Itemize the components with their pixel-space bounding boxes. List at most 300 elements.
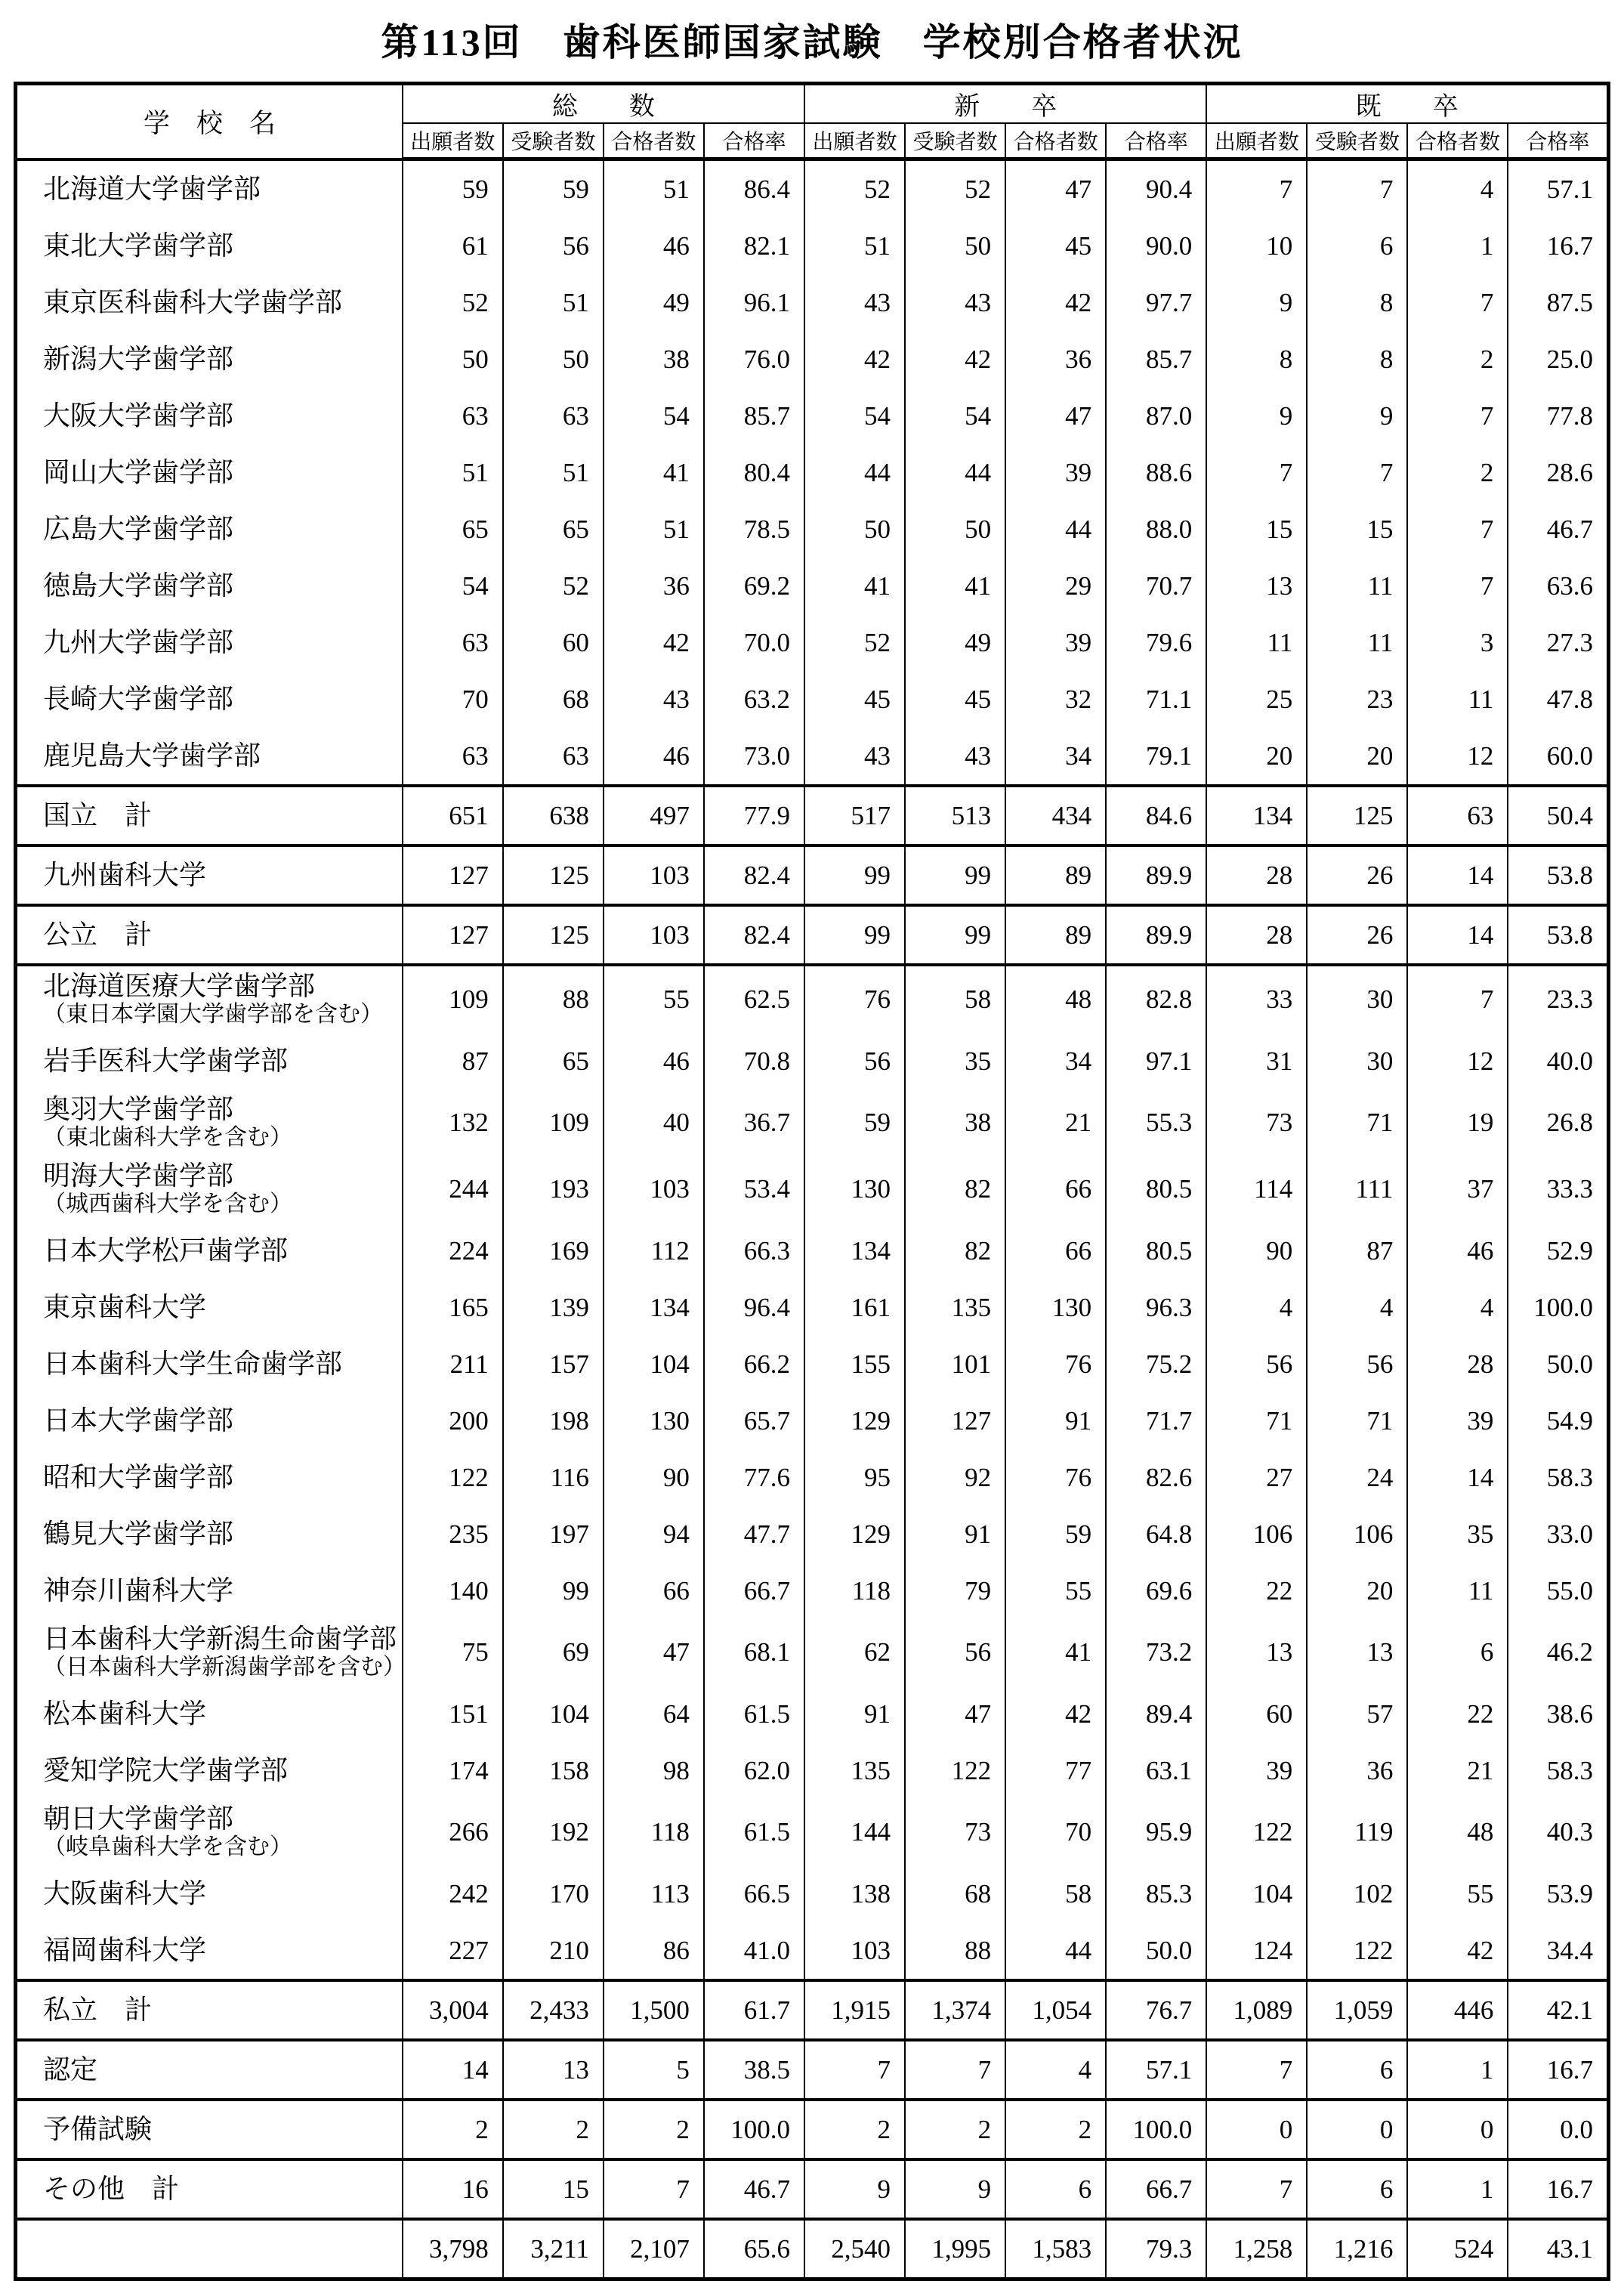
value-cell: 100.0 [1106,2100,1206,2159]
value-cell: 109 [503,1090,604,1156]
value-cell: 65 [503,1033,604,1090]
value-cell: 103 [604,1156,704,1222]
value-cell: 1,583 [1005,2219,1106,2279]
school-row [16,501,1609,558]
value-cell: 39 [1206,1742,1307,1799]
value-cell: 47.7 [704,1506,804,1562]
value-cell: 1,915 [804,1980,905,2040]
value-cell: 68 [905,1865,1005,1922]
value-cell: 39 [1005,444,1106,501]
value-cell: 3,004 [403,1980,503,2040]
value-cell: 70 [1005,1799,1106,1865]
value-cell: 59 [403,159,503,218]
value-cell: 50.0 [1106,1922,1206,1980]
school-name: 広島大学歯学部 [43,513,234,544]
value-cell: 15 [1206,501,1307,558]
value-cell: 87.0 [1106,388,1206,444]
school-name: 九州大学歯学部 [43,626,234,657]
school-name-cell [16,1033,403,1090]
value-cell: 2 [403,2100,503,2159]
value-cell: 118 [804,1562,905,1619]
value-cell: 129 [804,1392,905,1449]
value-cell: 20 [1307,1562,1407,1619]
school-name-cell [16,388,403,444]
value-cell: 57 [1307,1686,1407,1742]
value-cell: 161 [804,1279,905,1336]
school-name-cell [16,1865,403,1922]
value-cell: 23 [1307,671,1407,728]
value-cell: 52 [403,274,503,331]
value-cell: 33.0 [1508,1506,1608,1562]
value-cell: 155 [804,1336,905,1392]
value-cell: 20 [1307,728,1407,786]
school-row [16,388,1609,444]
school-row [16,1090,1609,1156]
value-cell: 55 [604,965,704,1033]
school-name: 奥羽大学歯学部 [43,1094,234,1125]
group-header-total: 総 数 [403,84,804,124]
value-cell: 55 [1407,1865,1508,1922]
school-name-cell [16,331,403,388]
school-row [16,331,1609,388]
value-cell: 6 [1307,218,1407,274]
value-cell: 62 [804,1619,905,1686]
value-cell: 63.6 [1508,558,1608,614]
total-row [16,2100,1609,2159]
value-cell: 73 [905,1799,1005,1865]
value-cell: 33 [1206,965,1307,1033]
page [0,12,1624,2281]
value-cell: 2 [604,2100,704,2159]
value-cell: 9 [905,2159,1005,2219]
value-cell: 63 [403,614,503,671]
value-cell: 50 [804,501,905,558]
value-cell: 14 [1407,1449,1508,1506]
value-cell: 28 [1407,1336,1508,1392]
value-cell: 7 [1307,444,1407,501]
value-cell: 91 [905,1506,1005,1562]
value-cell: 45 [1005,218,1106,274]
school-row [16,274,1609,331]
value-cell: 46.2 [1508,1619,1608,1686]
value-cell: 165 [403,1279,503,1336]
school-name-cell [16,1686,403,1742]
value-cell: 63.1 [1106,1742,1206,1799]
value-cell: 51 [604,501,704,558]
value-cell: 86 [604,1922,704,1980]
value-cell: 66.7 [1106,2159,1206,2219]
value-cell: 63.2 [704,671,804,728]
value-cell: 7 [804,2040,905,2100]
value-cell: 13 [503,2040,604,2100]
total-row [16,2159,1609,2219]
col-header-applicants: 出願者数 [403,123,503,159]
value-cell: 76.0 [704,331,804,388]
value-cell: 68 [503,671,604,728]
school-row [16,1865,1609,1922]
value-cell: 10 [1206,218,1307,274]
value-cell: 446 [1407,1980,1508,2040]
value-cell: 8 [1307,274,1407,331]
value-cell: 638 [503,786,604,845]
value-cell: 106 [1307,1506,1407,1562]
value-cell: 66.2 [704,1336,804,1392]
col-header-applicants: 出願者数 [1206,123,1307,159]
value-cell: 21 [1407,1742,1508,1799]
value-cell: 4 [1407,1279,1508,1336]
value-cell: 11 [1307,614,1407,671]
value-cell: 21 [1005,1090,1106,1156]
value-cell: 497 [604,786,704,845]
value-cell: 32 [1005,671,1106,728]
value-cell: 100.0 [704,2100,804,2159]
value-cell: 63 [1407,786,1508,845]
value-cell: 114 [1206,1156,1307,1222]
value-cell: 48 [1005,965,1106,1033]
value-cell: 46.7 [1508,501,1608,558]
value-cell: 7 [1206,159,1307,218]
value-cell: 65.6 [704,2219,804,2279]
value-cell: 59 [804,1090,905,1156]
value-cell: 104 [503,1686,604,1742]
value-cell: 130 [1005,1279,1106,1336]
value-cell: 76 [804,965,905,1033]
value-cell: 29 [1005,558,1106,614]
school-row [16,444,1609,501]
value-cell: 96.4 [704,1279,804,1336]
value-cell: 227 [403,1922,503,1980]
value-cell: 42.1 [1508,1980,1608,2040]
value-cell: 58.3 [1508,1742,1608,1799]
school-row [16,1686,1609,1742]
value-cell: 80.5 [1106,1156,1206,1222]
value-cell: 35 [905,1033,1005,1090]
value-cell: 70.7 [1106,558,1206,614]
value-cell: 35 [1407,1506,1508,1562]
value-cell: 82.4 [704,905,804,965]
school-note: （岐阜歯科大学を含む） [43,1834,292,1860]
value-cell: 6 [1307,2040,1407,2100]
value-cell: 42 [1407,1922,1508,1980]
value-cell: 46.7 [704,2159,804,2219]
col-header-examinees: 受験者数 [503,123,604,159]
value-cell: 11 [1206,614,1307,671]
value-cell: 16.7 [1508,218,1608,274]
results-table [14,82,1610,2281]
value-cell: 122 [403,1449,503,1506]
value-cell: 79.1 [1106,728,1206,786]
value-cell: 95 [804,1449,905,1506]
value-cell: 1,995 [905,2219,1005,2279]
value-cell: 41 [604,444,704,501]
value-cell: 44 [905,444,1005,501]
value-cell: 64.8 [1106,1506,1206,1562]
value-cell: 7 [1407,274,1508,331]
value-cell: 39 [1407,1392,1508,1449]
value-cell: 135 [905,1279,1005,1336]
value-cell: 7 [1407,965,1508,1033]
value-cell: 91 [804,1686,905,1742]
value-cell: 0 [1407,2100,1508,2159]
value-cell: 1,089 [1206,1980,1307,2040]
value-cell: 25 [1206,671,1307,728]
value-cell: 66 [1005,1156,1106,1222]
value-cell: 82.6 [1106,1449,1206,1506]
school-name-cell [16,1742,403,1799]
value-cell: 90.4 [1106,159,1206,218]
value-cell: 210 [503,1922,604,1980]
value-cell: 101 [905,1336,1005,1392]
value-cell: 57.1 [1106,2040,1206,2100]
value-cell: 102 [1307,1865,1407,1922]
school-name: 大阪大学歯学部 [43,400,234,431]
value-cell: 43 [804,728,905,786]
value-cell: 122 [1206,1799,1307,1865]
school-name: 公立 計 [43,919,153,950]
value-cell: 192 [503,1799,604,1865]
school-row [16,965,1609,1033]
school-name-header: 学 校 名 [16,84,403,159]
value-cell: 41.0 [704,1922,804,1980]
value-cell: 13 [1307,1619,1407,1686]
value-cell: 64 [604,1686,704,1742]
value-cell: 86.4 [704,159,804,218]
value-cell: 49 [604,274,704,331]
value-cell: 50.0 [1508,1336,1608,1392]
total-row [16,2219,1609,2279]
school-name: 認定 [43,2054,98,2085]
col-header-passers: 合格者数 [604,123,704,159]
school-row [16,1562,1609,1619]
value-cell: 2,433 [503,1980,604,2040]
value-cell: 122 [905,1742,1005,1799]
school-name: 私立 計 [43,1994,153,2025]
value-cell: 51 [503,274,604,331]
value-cell: 71.1 [1106,671,1206,728]
value-cell: 9 [804,2159,905,2219]
value-cell: 76.7 [1106,1980,1206,2040]
value-cell: 106 [1206,1506,1307,1562]
value-cell: 51 [604,159,704,218]
value-cell: 44 [804,444,905,501]
school-name: 東京医科歯科大学歯学部 [43,286,343,317]
school-name-cell [16,1156,403,1222]
value-cell: 7 [1206,444,1307,501]
value-cell: 85.7 [704,388,804,444]
value-cell: 2,107 [604,2219,704,2279]
value-cell: 138 [804,1865,905,1922]
value-cell: 33.3 [1508,1156,1608,1222]
value-cell: 82 [905,1156,1005,1222]
value-cell: 266 [403,1799,503,1865]
value-cell: 56 [1206,1336,1307,1392]
total-row [16,905,1609,965]
school-name: 明海大学歯学部 [43,1161,234,1191]
value-cell: 88 [905,1922,1005,1980]
value-cell: 7 [905,2040,1005,2100]
value-cell: 2 [503,2100,604,2159]
value-cell: 125 [503,905,604,965]
value-cell: 0 [1206,2100,1307,2159]
value-cell: 134 [1206,786,1307,845]
value-cell: 65 [503,501,604,558]
value-cell: 2 [1005,2100,1106,2159]
school-row [16,1742,1609,1799]
value-cell: 65 [403,501,503,558]
value-cell: 60.0 [1508,728,1608,786]
value-cell: 38 [905,1090,1005,1156]
value-cell: 7 [1407,501,1508,558]
value-cell: 70.8 [704,1033,804,1090]
value-cell: 89 [1005,905,1106,965]
value-cell: 517 [804,786,905,845]
value-cell: 113 [604,1865,704,1922]
value-cell: 56 [804,1033,905,1090]
value-cell: 42 [905,331,1005,388]
value-cell: 48 [1407,1799,1508,1865]
school-row [16,1156,1609,1222]
value-cell: 11 [1307,558,1407,614]
value-cell: 71 [1307,1392,1407,1449]
school-name: 長崎大学歯学部 [43,683,234,714]
value-cell: 99 [905,845,1005,905]
school-row [16,671,1609,728]
value-cell: 51 [403,444,503,501]
value-cell: 88 [503,965,604,1033]
value-cell: 26 [1307,845,1407,905]
value-cell: 53.8 [1508,905,1608,965]
value-cell: 97.7 [1106,274,1206,331]
value-cell: 60 [1206,1686,1307,1742]
value-cell: 134 [804,1222,905,1279]
value-cell: 22 [1206,1562,1307,1619]
value-cell: 1,216 [1307,2219,1407,2279]
school-name-cell [16,1336,403,1392]
school-name: 神奈川歯科大学 [43,1575,234,1606]
value-cell: 7 [1407,388,1508,444]
value-cell: 7 [1206,2159,1307,2219]
value-cell: 85.3 [1106,1865,1206,1922]
value-cell: 63 [403,388,503,444]
group-header-new-graduates: 新 卒 [804,84,1206,124]
value-cell: 40 [604,1090,704,1156]
school-name: 朝日大学歯学部 [43,1803,234,1834]
value-cell: 3 [1407,614,1508,671]
value-cell: 104 [1206,1865,1307,1922]
school-name-cell [16,1980,403,2040]
value-cell: 27 [1206,1449,1307,1506]
school-row [16,1336,1609,1392]
value-cell: 61.7 [704,1980,804,2040]
school-name-cell [16,2219,403,2279]
value-cell: 70.0 [704,614,804,671]
value-cell: 54 [905,388,1005,444]
value-cell: 12 [1407,728,1508,786]
value-cell: 90 [604,1449,704,1506]
value-cell: 56 [905,1619,1005,1686]
value-cell: 13 [1206,1619,1307,1686]
value-cell: 42 [1005,1686,1106,1742]
value-cell: 60 [503,614,604,671]
value-cell: 130 [804,1156,905,1222]
value-cell: 174 [403,1742,503,1799]
value-cell: 100.0 [1508,1279,1608,1336]
value-cell: 1,054 [1005,1980,1106,2040]
value-cell: 9 [1206,274,1307,331]
school-name: 九州歯科大学 [43,859,207,890]
value-cell: 47.8 [1508,671,1608,728]
value-cell: 73.0 [704,728,804,786]
school-name-cell [16,501,403,558]
school-row [16,1279,1609,1336]
table-body [16,159,1609,2279]
value-cell: 44 [1005,1922,1106,1980]
value-cell: 79 [905,1562,1005,1619]
value-cell: 34 [1005,1033,1106,1090]
value-cell: 135 [804,1742,905,1799]
value-cell: 28 [1206,845,1307,905]
value-cell: 99 [804,845,905,905]
value-cell: 52 [905,159,1005,218]
value-cell: 76 [1005,1449,1106,1506]
value-cell: 43 [905,728,1005,786]
value-cell: 36.7 [704,1090,804,1156]
value-cell: 51 [503,444,604,501]
value-cell: 198 [503,1392,604,1449]
value-cell: 23.3 [1508,965,1608,1033]
value-cell: 43 [804,274,905,331]
value-cell: 94 [604,1506,704,1562]
value-cell: 224 [403,1222,503,1279]
page-title: 第113回 歯科医師国家試験 学校別合格者状況 [381,21,1243,63]
col-header-pass-rate: 合格率 [1106,123,1206,159]
school-name-cell [16,558,403,614]
school-name: 鹿児島大学歯学部 [43,740,261,771]
value-cell: 513 [905,786,1005,845]
value-cell: 7 [604,2159,704,2219]
value-cell: 76 [1005,1336,1106,1392]
value-cell: 25.0 [1508,331,1608,388]
value-cell: 71.7 [1106,1392,1206,1449]
value-cell: 79.6 [1106,614,1206,671]
value-cell: 53.9 [1508,1865,1608,1922]
school-row [16,1506,1609,1562]
value-cell: 8 [1307,331,1407,388]
school-name: 新潟大学歯学部 [43,343,234,374]
value-cell: 122 [1307,1922,1407,1980]
col-header-passers: 合格者数 [1407,123,1508,159]
value-cell: 82.4 [704,845,804,905]
value-cell: 46 [1407,1222,1508,1279]
school-name-cell [16,1922,403,1980]
school-name-cell [16,845,403,905]
value-cell: 45 [804,671,905,728]
value-cell: 27.3 [1508,614,1608,671]
value-cell: 140 [403,1562,503,1619]
school-name-cell [16,1562,403,1619]
value-cell: 87 [1307,1222,1407,1279]
value-cell: 61.5 [704,1799,804,1865]
value-cell: 82.1 [704,218,804,274]
value-cell: 75.2 [1106,1336,1206,1392]
value-cell: 144 [804,1799,905,1865]
value-cell: 96.1 [704,274,804,331]
school-note: （東日本学園大学歯学部を含む） [43,1002,383,1028]
value-cell: 56 [503,218,604,274]
value-cell: 151 [403,1686,503,1742]
value-cell: 109 [403,965,503,1033]
value-cell: 9 [1206,388,1307,444]
